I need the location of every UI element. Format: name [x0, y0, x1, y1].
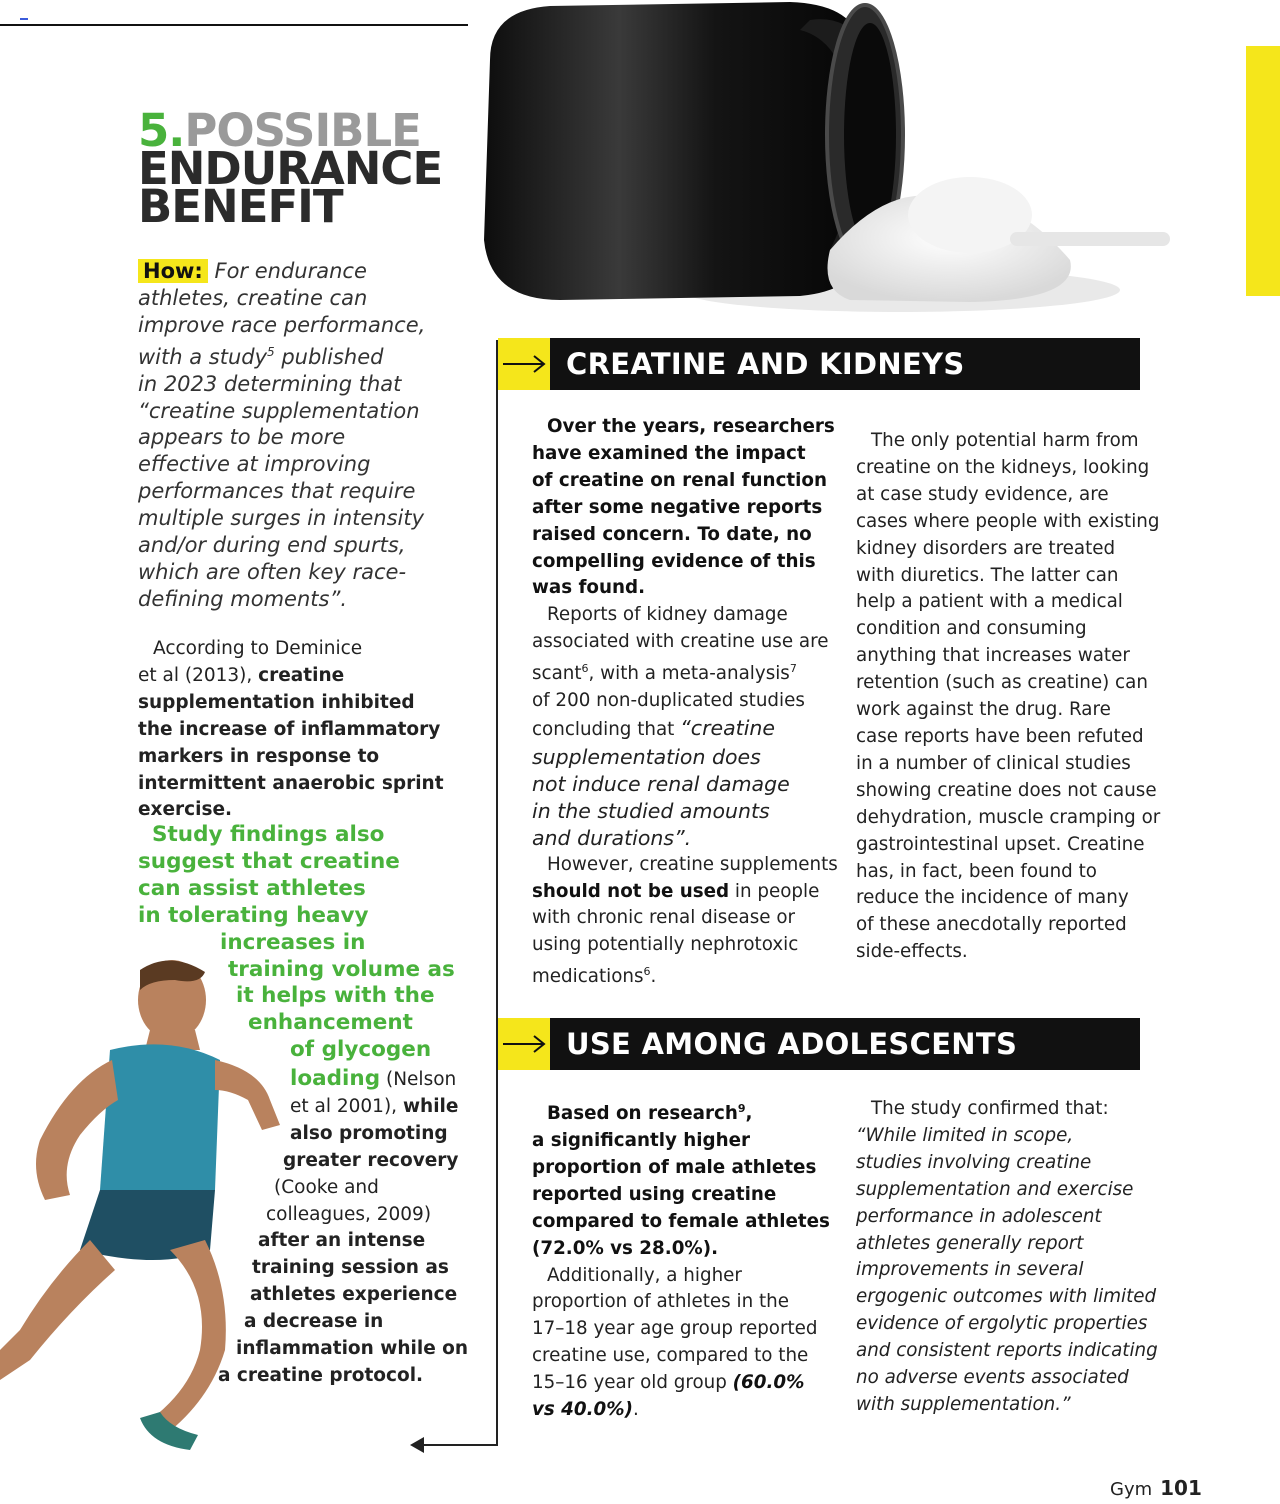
green-line: can assist athletes [138, 875, 366, 901]
connector-arrowhead [410, 1437, 424, 1453]
quote-line: evidence of ergolytic properties [856, 1313, 1148, 1335]
how-line: effective at improving [138, 452, 371, 477]
citation: (Nelson [380, 1069, 457, 1090]
body-line: , with a meta-analysis [588, 663, 790, 685]
body-line: According to Deminice [153, 638, 363, 659]
how-paragraph [138, 258, 468, 613]
kidneys-heading: CREATINE AND KIDNEYS [550, 338, 1140, 390]
green-line: suggest that creatine [138, 848, 400, 874]
how-line: “creatine supplementation [138, 398, 420, 423]
quote-line: in the studied amounts [532, 798, 770, 823]
lead-line: (72.0% vs 28.0%). [532, 1237, 719, 1259]
lead-line: of creatine on renal function [532, 469, 827, 491]
headline-line-3: BENEFIT [138, 180, 343, 233]
arrow-right-icon [498, 338, 550, 390]
body-line: scant [532, 663, 582, 685]
lead-line: have examined the impact [532, 442, 806, 464]
section-number: 5. [138, 104, 185, 157]
deminice-paragraph [138, 636, 468, 824]
body-line-bold: the increase of inflammatory [138, 718, 441, 740]
green-line: enhancement [248, 1010, 413, 1036]
quote-line: and durations”. [532, 825, 692, 850]
body-line-bold: intermittent anaerobic sprint [138, 772, 444, 794]
lead-line: proportion of male athletes [532, 1156, 817, 1178]
stat-line: (60.0% [732, 1372, 805, 1394]
kidneys-section-header [498, 338, 1140, 390]
body-line: work against the drug. Rare [856, 699, 1111, 721]
body-line-bold: greater recovery [283, 1149, 459, 1171]
how-line: defining moments”. [138, 586, 347, 611]
body-line-bold: inflammation while on [236, 1338, 469, 1360]
how-line: improve race performance, [138, 312, 426, 337]
how-line: which are often key race- [138, 559, 407, 584]
how-line: For endurance [214, 259, 367, 283]
connector-line-bottom [420, 1444, 498, 1446]
body-line-bold: creatine [258, 664, 345, 686]
body-line: reduce the incidence of many [856, 887, 1129, 909]
body-line: Reports of kidney damage [547, 604, 788, 626]
body-line: side-effects. [856, 941, 968, 963]
body-line: 15–16 year old group [532, 1372, 733, 1394]
body-line: Additionally, a higher [547, 1264, 742, 1286]
quote-line: athletes generally report [856, 1232, 1084, 1254]
body-line: The study confirmed that: [871, 1098, 1109, 1119]
body-line: creatine use, compared to the [532, 1345, 809, 1367]
how-line: with a study [138, 344, 268, 369]
green-line: in tolerating heavy [138, 902, 369, 928]
lead-line: Based on research [547, 1103, 738, 1125]
how-line: multiple surges in intensity [138, 506, 425, 531]
quote-line: with supplementation.” [856, 1393, 1071, 1415]
body-line-bold: while [402, 1095, 459, 1117]
body-line: retention (such as creatine) can [856, 672, 1148, 694]
body-line: in people [729, 880, 820, 902]
body-line: creatine on the kidneys, looking [856, 456, 1150, 478]
body-line: kidney disorders are treated [856, 537, 1116, 559]
lead-line: after some negative reports [532, 496, 823, 518]
body-line: proportion of athletes in the [532, 1291, 789, 1313]
body-line: of 200 non-duplicated studies [532, 690, 805, 712]
green-line: increases in [220, 929, 366, 955]
green-line: training volume as [228, 956, 455, 982]
body-line: using potentially nephrotoxic [532, 934, 799, 956]
reference-sup: 6 [643, 965, 651, 979]
body-line: with chronic renal disease or [532, 907, 796, 929]
citation: (Cooke and [274, 1176, 379, 1198]
reference-sup: 6 [581, 662, 589, 676]
stat-line: vs 40.0%) [532, 1399, 633, 1421]
runner-shirt [100, 1044, 220, 1200]
kidneys-left-column [532, 414, 842, 991]
body-line-bold: a creatine protocol. [218, 1364, 424, 1386]
body-line-bold: athletes experience [250, 1284, 458, 1306]
body-line: cases where people with existing [856, 510, 1160, 532]
quote-line: “creatine [680, 716, 776, 741]
quote-line: not induce renal damage [532, 771, 790, 796]
how-line-tail: published [274, 344, 384, 369]
quote-line: performance in adolescent [856, 1205, 1102, 1227]
adolescents-section-header [498, 1018, 1140, 1070]
green-line: Study findings also [152, 822, 385, 847]
body-line-bold: also promoting [290, 1122, 448, 1144]
body-line-bold: should not be used [532, 880, 730, 902]
quote-line: studies involving creatine [856, 1151, 1092, 1173]
how-line: performances that require [138, 479, 416, 504]
section-5-headline [138, 104, 468, 233]
headline-line-2: ENDURANCE [138, 142, 443, 195]
jar-body [484, 2, 870, 300]
body-line-bold: training session as [252, 1257, 449, 1279]
body-line: associated with creatine use are [532, 631, 829, 653]
how-line: appears to be more [138, 425, 346, 450]
lead-line: compelling evidence of this [532, 550, 816, 572]
reference-sup: 5 [267, 344, 275, 359]
reference-sup: 9 [737, 1102, 746, 1115]
lead-line: , [745, 1103, 753, 1125]
quote-line: no adverse events associated [856, 1367, 1129, 1389]
body-line: et al (2013), [138, 664, 259, 686]
body-line-bold: exercise. [138, 799, 233, 821]
page-number: 101 [1160, 1476, 1202, 1500]
body-line: . [632, 1399, 639, 1421]
lead-line: raised concern. To date, no [532, 523, 812, 545]
how-label: How: [138, 259, 208, 283]
citation: colleagues, 2009) [266, 1203, 432, 1225]
quote-line: and consistent reports indicating [856, 1340, 1158, 1362]
quote-line: supplementation does [532, 744, 761, 769]
body-line: showing creatine does not cause [856, 779, 1157, 801]
scoop-handle [1010, 232, 1170, 246]
recovery-paragraph [210, 1066, 480, 1390]
reference-sup: 7 [789, 662, 797, 676]
adolescents-right-column [856, 1096, 1176, 1419]
how-line: in 2023 determining that [138, 371, 402, 396]
headline-line-1: POSSIBLE [184, 104, 421, 157]
creatine-jar-illustration [470, 0, 1190, 320]
body-line: of these anecdotally reported [856, 914, 1127, 936]
quote-line: supplementation and exercise [856, 1178, 1134, 1200]
quote-line: “While limited in scope, [856, 1124, 1074, 1146]
body-line: The only potential harm from [871, 430, 1139, 451]
body-line: at case study evidence, are [856, 483, 1109, 505]
body-line: case reports have been refuted [856, 725, 1144, 747]
body-line: with diuretics. The latter can [856, 564, 1119, 586]
body-line: condition and consuming [856, 618, 1087, 640]
runner-back-leg [0, 1240, 115, 1380]
kidneys-right-column [856, 428, 1166, 966]
body-line: has, in fact, been found to [856, 860, 1097, 882]
connector-line [496, 340, 498, 1446]
lead-line: reported using creatine [532, 1183, 777, 1205]
top-rule [0, 24, 468, 26]
body-line: medications [532, 966, 644, 988]
how-line: and/or during end spurts, [138, 533, 406, 558]
green-line: it helps with the [236, 983, 435, 1009]
green-line: loading [290, 1066, 381, 1091]
body-line: dehydration, muscle cramping or [856, 806, 1161, 828]
adolescents-left-column [532, 1096, 842, 1424]
arrow-right-icon [498, 1018, 550, 1070]
body-line: help a patient with a medical [856, 591, 1123, 613]
how-line: athletes, creatine can [138, 285, 368, 310]
top-corner-mark [20, 18, 28, 20]
body-line-bold: supplementation inhibited [138, 691, 415, 713]
body-line: in a number of clinical studies [856, 752, 1131, 774]
green-line: of glycogen [290, 1037, 432, 1063]
quote-line: ergogenic outcomes with limited [856, 1286, 1157, 1308]
citation: et al 2001), [290, 1095, 403, 1117]
lead-line: was found. [532, 577, 646, 599]
body-line-bold: markers in response to [138, 745, 380, 767]
page-footer [1110, 1476, 1202, 1500]
body-line: . [650, 966, 657, 988]
body-line: anything that increases water [856, 645, 1130, 667]
body-line: 17–18 year age group reported [532, 1318, 818, 1340]
lead-line: Over the years, researchers [547, 416, 835, 437]
quote-line: improvements in several [856, 1259, 1084, 1281]
lead-line: compared to female athletes [532, 1210, 830, 1232]
lead-line: a significantly higher [532, 1130, 751, 1151]
body-line-bold: a decrease in [244, 1311, 384, 1333]
page-edge-tab [1246, 46, 1280, 296]
body-line: However, creatine supplements [547, 853, 838, 875]
body-line: concluding that [532, 719, 681, 741]
body-line-bold: after an intense [258, 1230, 426, 1252]
adolescents-heading: USE AMONG ADOLESCENTS [550, 1018, 1140, 1070]
footer-section-label: Gym [1110, 1479, 1153, 1500]
body-line: gastrointestinal upset. Creatine [856, 833, 1145, 855]
